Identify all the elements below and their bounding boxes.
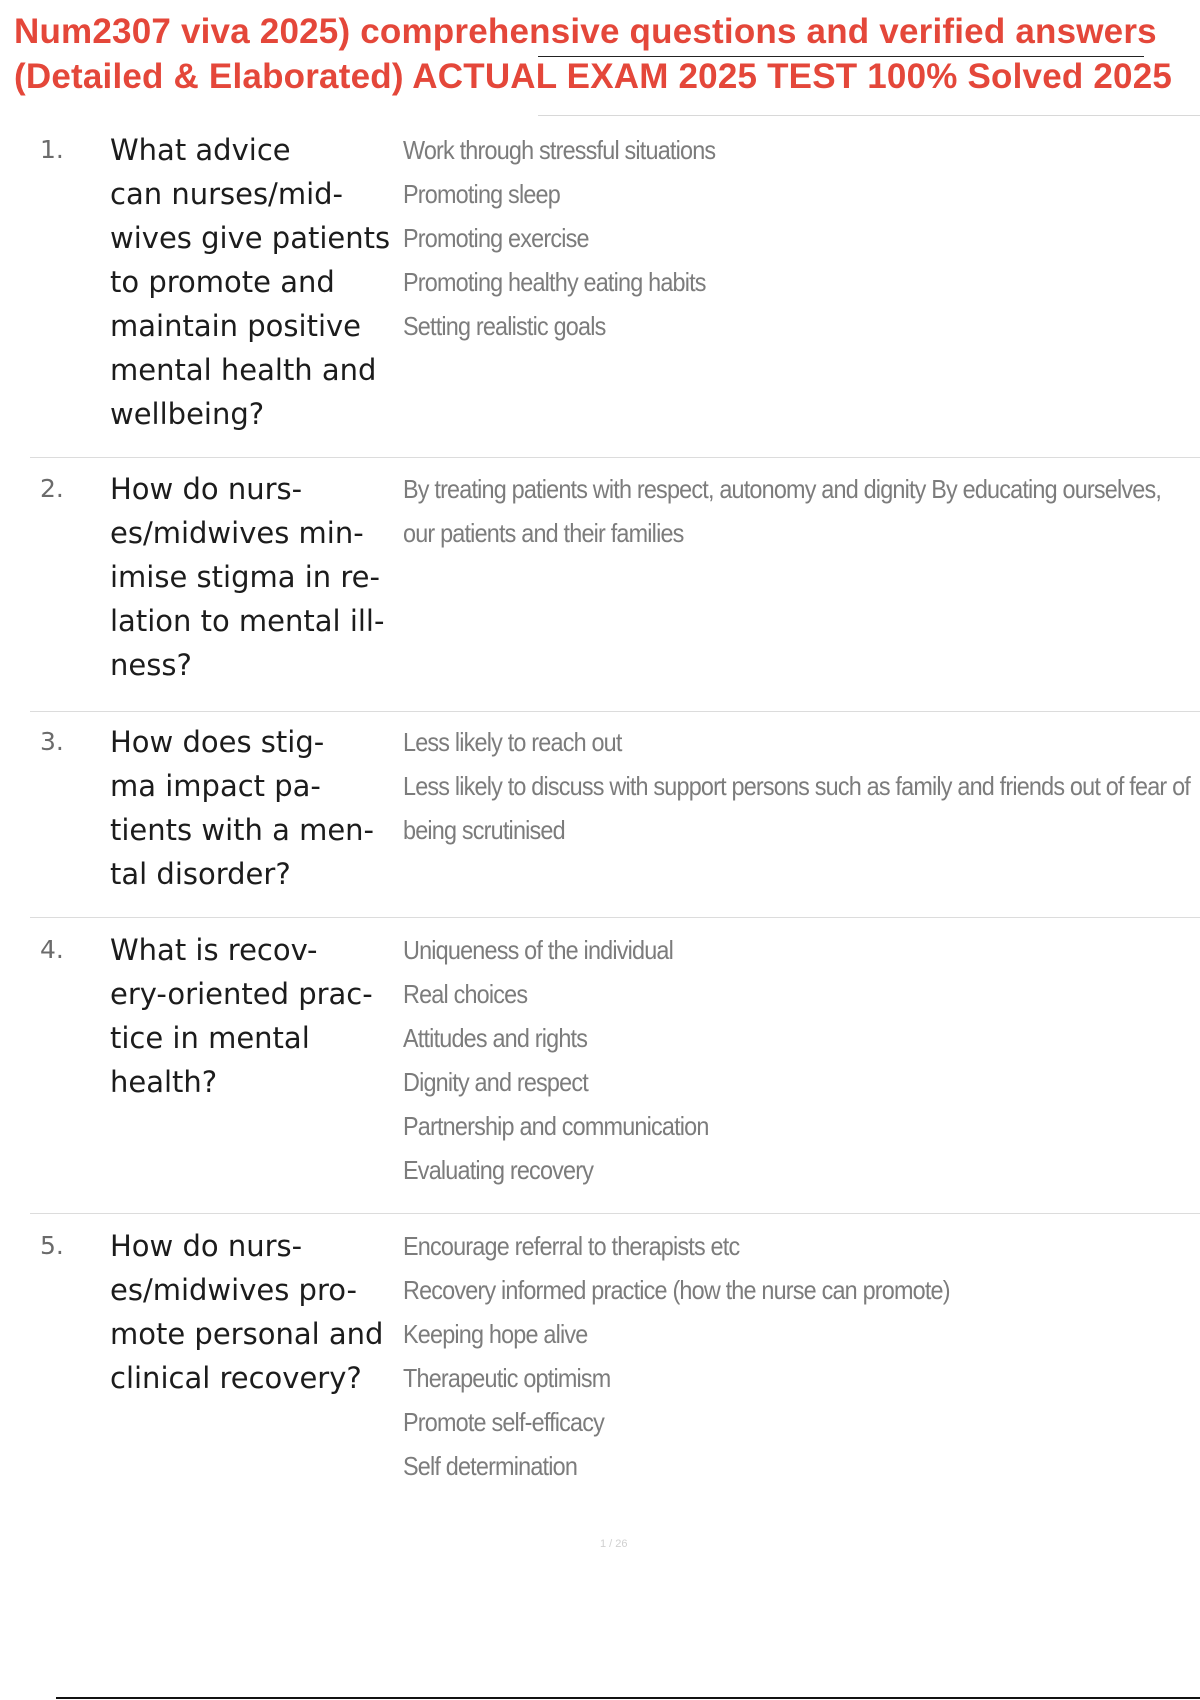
answer-line: Setting realistic goals: [403, 311, 606, 341]
document-title-line-2: (Detailed & Elaborated) ACTUAL EXAM 2025 TEST 100% Solved 2025: [14, 57, 1173, 96]
answer-line: Promoting healthy eating habits: [403, 267, 706, 297]
qa-item: [30, 1224, 1200, 1494]
row-divider: [30, 457, 1200, 458]
answer-line: Promoting exercise: [403, 223, 589, 253]
document-title-line-1: Num2307 viva 2025) comprehensive questions and verified answers: [14, 12, 1157, 51]
answer-list: [403, 1224, 1200, 1488]
question-text: How do nurs- es/midwives pro- mote personal and clinical recovery?: [110, 1229, 384, 1395]
answer-line: Dignity and respect: [403, 1067, 588, 1097]
answer-line: By treating patients with respect, autonomy and dignity By educating ourselves, our patients and their families: [403, 474, 1162, 548]
answer-list: [403, 928, 1200, 1192]
answer-list: [403, 128, 1200, 348]
answer-line: Therapeutic optimism: [403, 1363, 611, 1393]
qa-item: [30, 128, 1200, 458]
row-divider: [30, 1213, 1200, 1214]
answer-line: Self determination: [403, 1451, 578, 1481]
row-divider: [30, 917, 1200, 918]
question-number: 3.: [40, 727, 64, 756]
title-underline: [538, 56, 1144, 57]
answer-line: Attitudes and rights: [403, 1023, 588, 1053]
header-divider: [538, 115, 1200, 116]
answer-line: Partnership and communication: [403, 1111, 709, 1141]
row-divider: [30, 711, 1200, 712]
question-text: How do nurs- es/midwives min- imise stigma in re- lation to mental ill- ness?: [110, 472, 385, 682]
question-number: 5.: [40, 1231, 64, 1260]
footer-rule: [56, 1697, 1200, 1699]
question-text: What is recov- ery-oriented prac- tice in mental health?: [110, 933, 373, 1099]
answer-line: Work through stressful situations: [403, 135, 716, 165]
qa-item: [30, 928, 1200, 1214]
question-text: What advice can nurses/mid- wives give patients to promote and maintain positive mental health and wellbeing?: [110, 133, 391, 431]
qa-item: [30, 720, 1200, 918]
question-number: 2.: [40, 474, 64, 503]
answer-line: Recovery informed practice (how the nurse can promote): [403, 1275, 950, 1305]
answer-list: [403, 720, 1200, 852]
answer-line: Evaluating recovery: [403, 1155, 594, 1185]
question-number: 4.: [40, 935, 64, 964]
page-indicator: 1 / 26: [600, 1538, 628, 1550]
answer-line: Real choices: [403, 979, 528, 1009]
answer-line: Keeping hope alive: [403, 1319, 588, 1349]
answer-line: Less likely to discuss with support persons such as family and friends out of fear of being scrutinised: [403, 771, 1190, 845]
qa-item: [30, 467, 1200, 712]
answer-line: Promote self-efficacy: [403, 1407, 605, 1437]
question-text: How does stig- ma impact pa- tients with a men- tal disorder?: [110, 725, 375, 891]
answer-line: Less likely to reach out: [403, 727, 622, 757]
answer-line: Encourage referral to therapists etc: [403, 1231, 740, 1261]
answer-line: Promoting sleep: [403, 179, 560, 209]
question-number: 1.: [40, 135, 64, 164]
answer-line: Uniqueness of the individual: [403, 935, 674, 965]
answer-list: [403, 467, 1200, 555]
